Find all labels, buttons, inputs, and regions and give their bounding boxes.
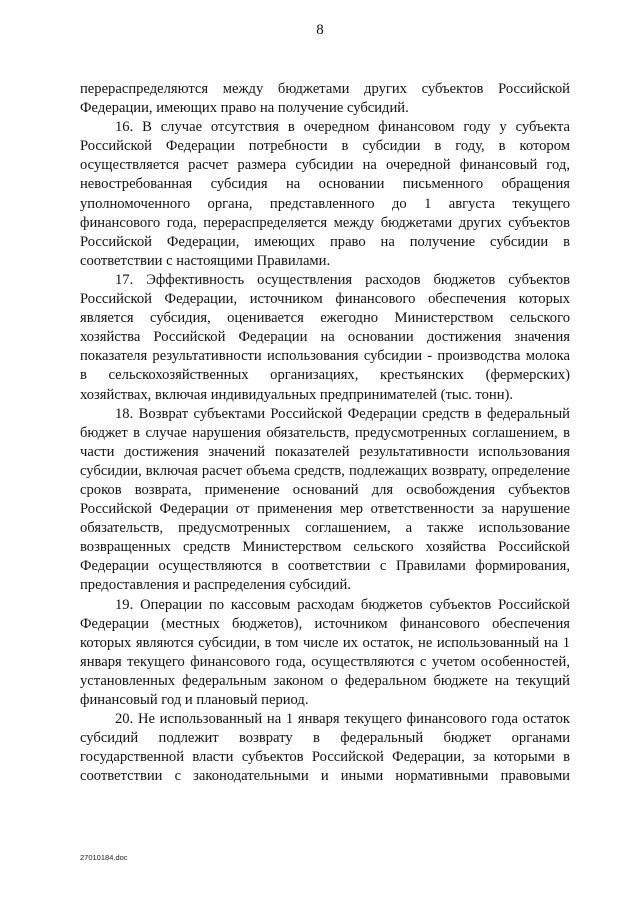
paragraph-17: 17. Эффективность осуществления расходов бюджетов субъектов Российской Федерации, источником финансового обеспечения которых является субсидия, оценивается ежегодно Министерством сельского хозяйства Российской Федерации на основании достижения значения показателя результативности использования субсидии - производства молока в сельскохозяйственных организациях, крестьянских (фермерских) хозяйствах, включая индивидуальных предпринимателей (тыс. тонн). xyxy=(80,271,570,403)
document-file-reference: 27010184.doc xyxy=(80,853,128,862)
paragraph-19: 19. Операции по кассовым расходам бюджетов субъектов Российской Федерации (местных бюджетов), источником финансового обеспечения которых являются субсидии, в том числе их остаток, не использованный на 1 января текущего финансового года, осуществляются с учетом особенностей, установленных федеральным законом о федеральном бюджете на текущий финансовый год и плановый период. xyxy=(80,596,570,708)
paragraph-18: 18. Возврат субъектами Российской Федерации средств в федеральный бюджет в случае нарушения обязательств, предусмотренных соглашением, в части достижения значений показателей результативности использования субсидии, включая расчет объема средств, подлежащих возврату, определение сроков возврата, применение оснований для освобождения субъектов Российской Федерации от применения мер ответственности за нарушение обязательств, предусмотренных соглашением, а также использование возвращенных средств Министерством сельского хозяйства Российской Федерации осуществляются в соответствии с Правилами формирования, предоставления и распределения субсидий. xyxy=(80,405,570,594)
document-body xyxy=(80,80,570,786)
paragraph-16: 16. В случае отсутствия в очередном финансовом году у субъекта Российской Федерации потребности в субсидии в году, в котором осуществляется расчет размера субсидии на очередной финансовый год, невостребованная субсидия на основании письменного обращения уполномоченного органа, представленного до 1 августа текущего финансового года, перераспределяется между бюджетами других субъектов Российской Федерации, имеющих право на получение субсидии в соответствии с настоящими Правилами. xyxy=(80,119,570,269)
page-number: 8 xyxy=(316,22,324,38)
paragraph-20: 20. Не использованный на 1 января текущего финансового года остаток субсидий подлежит возврату в федеральный бюджет органами государственной власти субъектов Российской Федерации, за которыми в соответствии с законодательными и иными нормативными правовыми xyxy=(80,711,570,785)
paragraph-continuation: перераспределяются между бюджетами других субъектов Российской Федерации, имеющих право на получение субсидий. xyxy=(80,81,570,117)
